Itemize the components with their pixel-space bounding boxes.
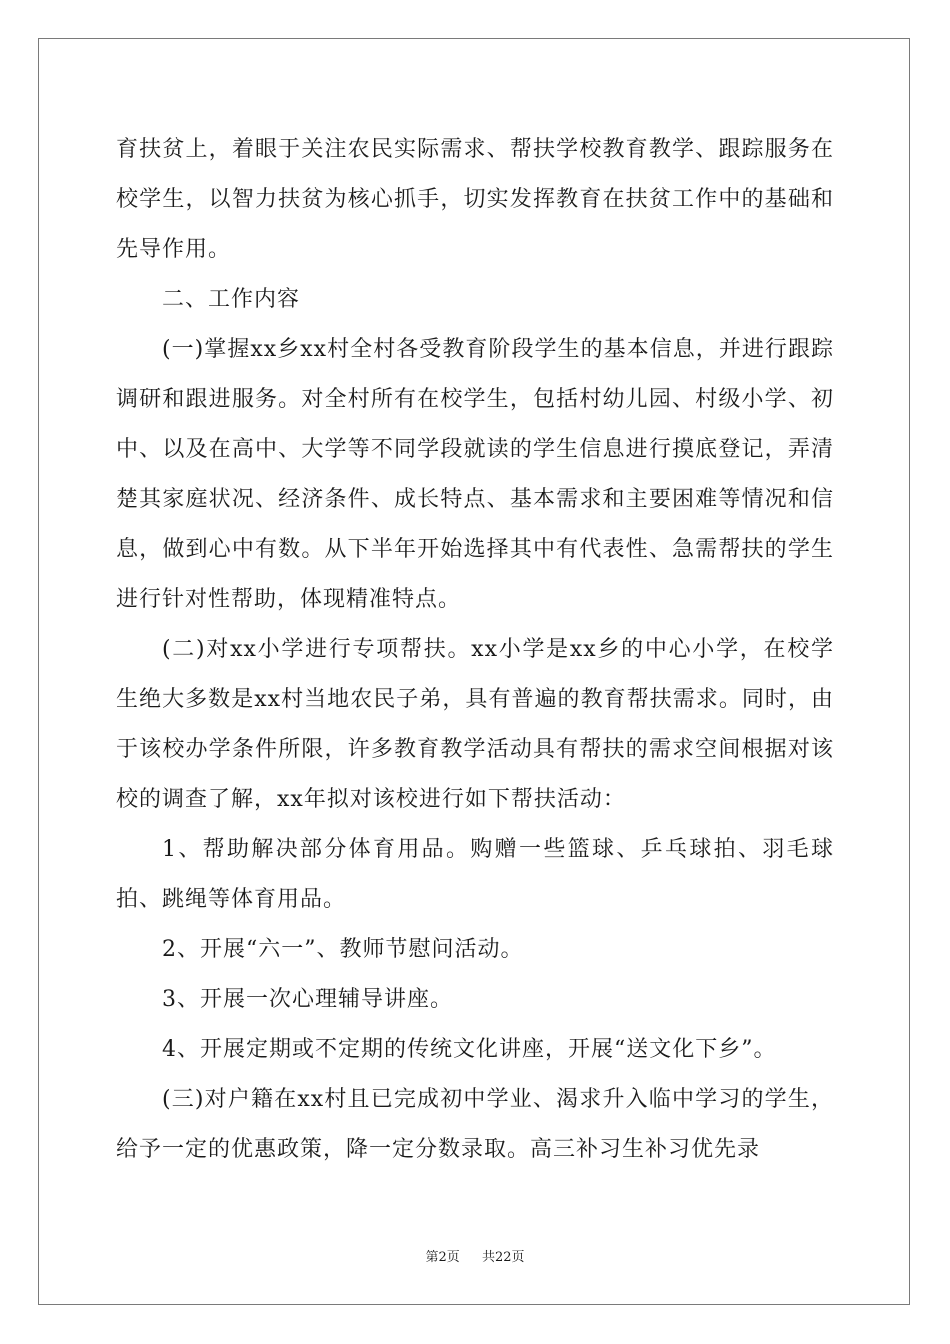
list-item-2: 2、开展“六一”、教师节慰问活动。 (162, 937, 524, 962)
page-footer (0, 1246, 950, 1265)
paragraph-2: (二)对xx小学进行专项帮扶。xx小学是xx乡的中心小学，在校学生绝大多数是xx村当地农民子弟，具有普遍的教育帮扶需求。同时，由于该校办学条件所限，许多教育教学活动具有帮扶的需求空间根据对该校的调查了解，xx年拟对该校进行如下帮扶活动： (116, 637, 834, 812)
section-heading: 二、工作内容 (162, 287, 301, 312)
paragraph-continuation: 育扶贫上，着眼于关注农民实际需求、帮扶学校教育教学、跟踪服务在校学生，以智力扶贫为核心抓手，切实发挥教育在扶贫工作中的基础和先导作用。 (116, 137, 834, 262)
list-item-1: 1、帮助解决部分体育用品。购赠一些篮球、乒乓球拍、羽毛球拍、跳绳等体育用品。 (116, 837, 834, 912)
document-body (116, 125, 834, 1175)
paragraph-3: (三)对户籍在xx村且已完成初中学业、渴求升入临中学习的学生，给予一定的优惠政策，降一定分数录取。高三补习生补习优先录 (116, 1087, 834, 1162)
page-total: 共22页 (482, 1250, 525, 1265)
page-number: 第2页 (425, 1250, 460, 1265)
list-item-3: 3、开展一次心理辅导讲座。 (162, 987, 453, 1012)
list-item-4: 4、开展定期或不定期的传统文化讲座，开展“送文化下乡”。 (162, 1037, 777, 1062)
paragraph-1: (一)掌握xx乡xx村全村各受教育阶段学生的基本信息，并进行跟踪调研和跟进服务。对全村所有在校学生，包括村幼儿园、村级小学、初中、以及在高中、大学等不同学段就读的学生信息进行摸底登记，弄清楚其家庭状况、经济条件、成长特点、基本需求和主要困难等情况和信息，做到心中有数。从下半年开始选择其中有代表性、急需帮扶的学生进行针对性帮助，体现精准特点。 (116, 337, 834, 612)
